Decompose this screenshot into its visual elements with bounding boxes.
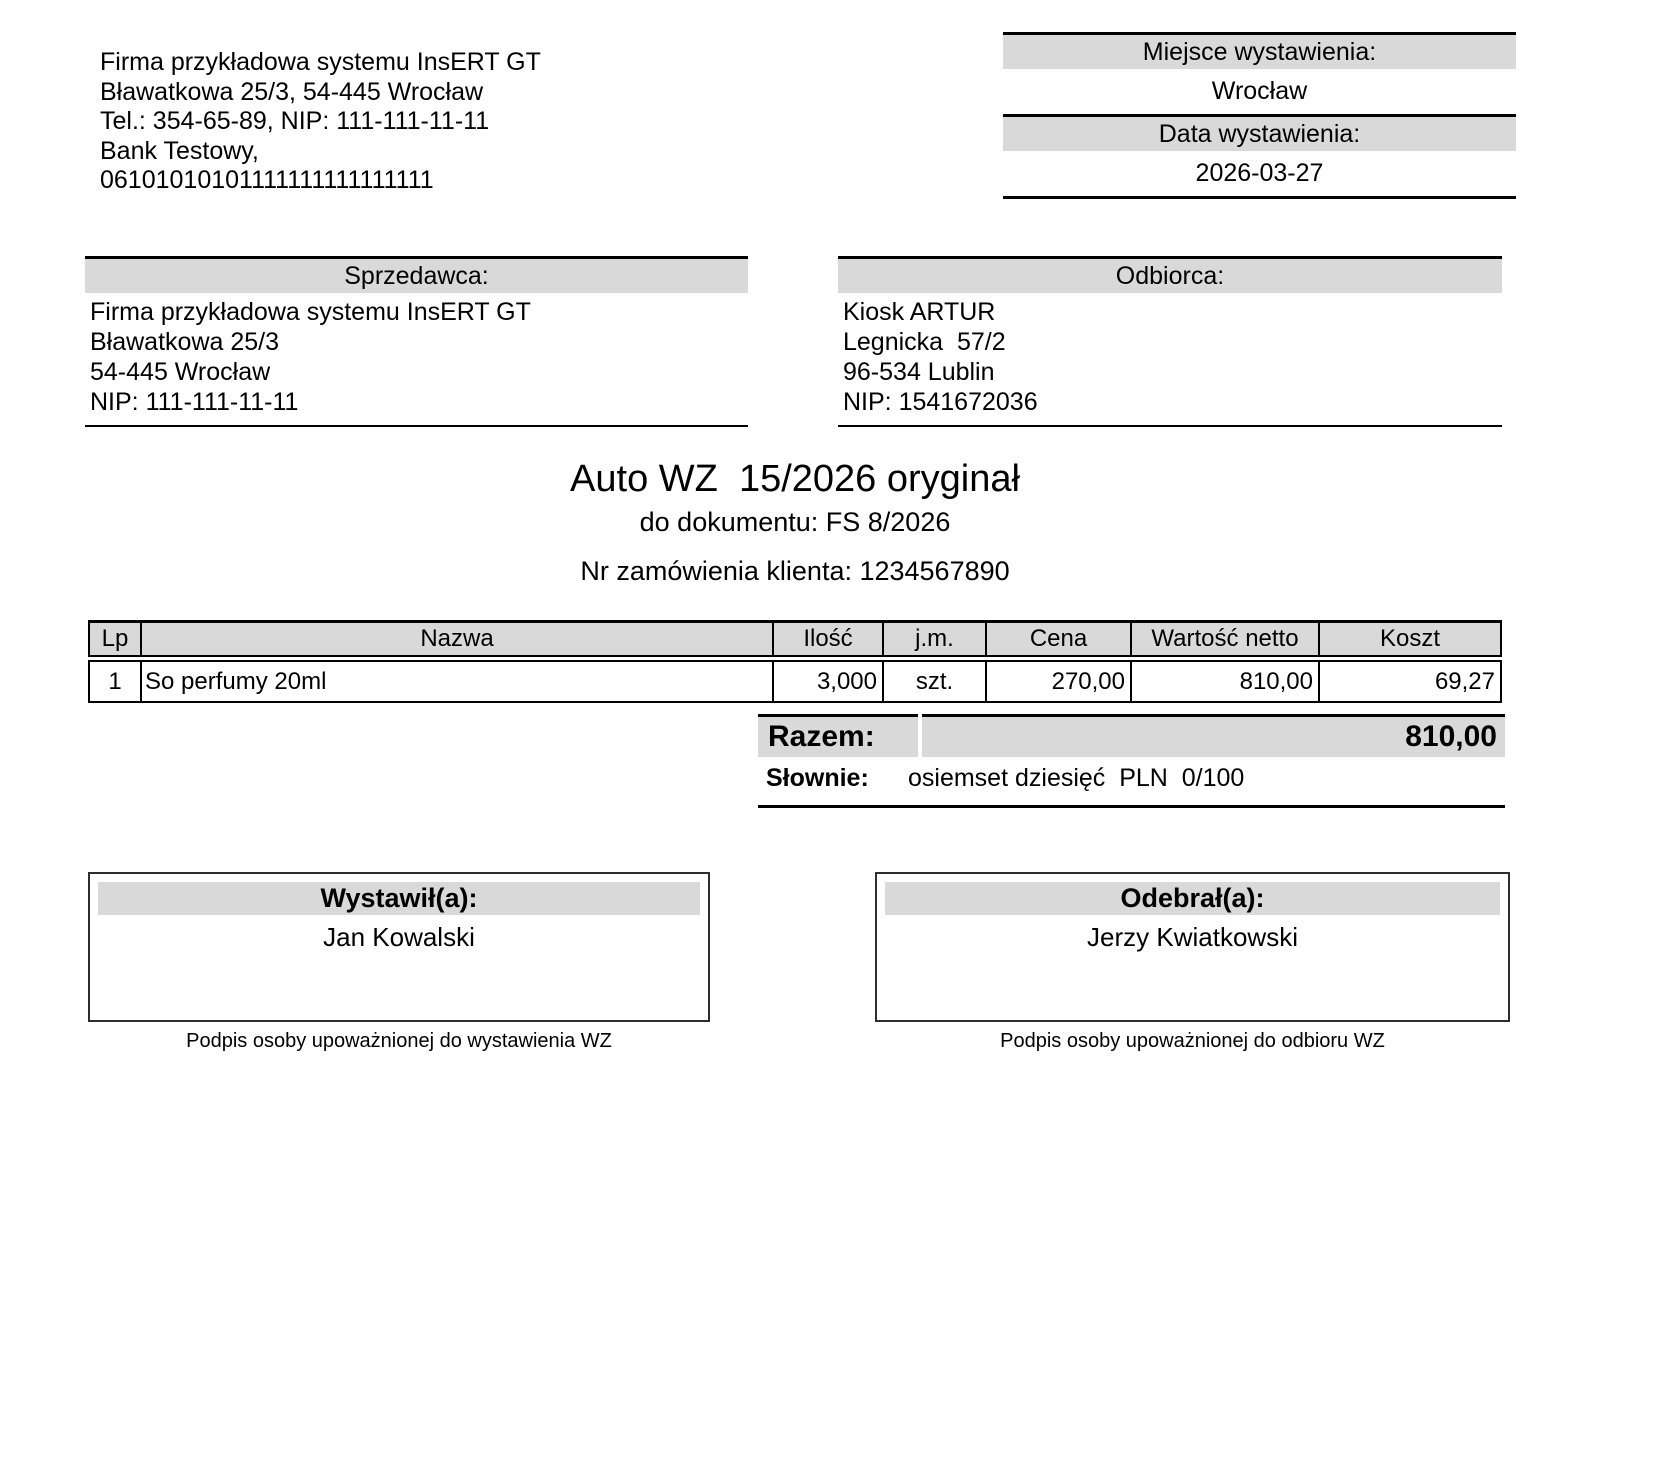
column-header-cena: Cena — [987, 623, 1132, 655]
column-header-nazwa: Nazwa — [142, 623, 774, 655]
seller-city: 54-445 Wrocław — [90, 358, 271, 386]
company-address-line: Bławatkowa 25/3, 54-445 Wrocław — [100, 77, 484, 106]
customer-order-number: Nr zamówienia klienta: 1234567890 — [580, 556, 1010, 586]
issue-info-box — [1003, 32, 1516, 199]
column-header-jm: j.m. — [884, 623, 987, 655]
seller-address-block — [85, 293, 748, 425]
buyer-header: Odbiorca: — [838, 259, 1502, 293]
issuer-signature-box — [88, 872, 710, 1022]
buyer-city: 96-534 Lublin — [843, 358, 995, 386]
buyer-section — [838, 256, 1502, 427]
column-header-lp: Lp — [90, 623, 142, 655]
buyer-address-block — [838, 293, 1502, 425]
company-account-number: 06101010101111111111111111 — [100, 166, 434, 194]
issue-date-header: Data wystawienia: — [1003, 117, 1516, 151]
buyer-nip: NIP: 1541672036 — [843, 388, 1038, 416]
cell-nazwa: So perfumy 20ml — [142, 662, 774, 701]
amount-in-words-value: osiemset dziesięć PLN 0/100 — [908, 764, 1245, 792]
company-phone-nip-line: Tel.: 354-65-89, NIP: 111-111-11-11 — [100, 107, 490, 135]
amount-in-words-row — [758, 764, 1505, 808]
issue-place-header: Miejsce wystawienia: — [1003, 35, 1516, 69]
cell-koszt: 69,27 — [1434, 667, 1495, 695]
seller-nip: NIP: 111-111-11-11 — [90, 388, 299, 416]
cell-ilosc: 3,000 — [774, 662, 884, 701]
issue-date-value: 2026-03-27 — [1195, 159, 1324, 187]
receiver-signature-caption: Podpis osoby upoważnionej do odbioru WZ — [1000, 1030, 1385, 1052]
total-label: Razem: — [758, 714, 918, 757]
issuer-signature-header: Wystawił(a): — [98, 882, 700, 915]
cell-jm: szt. — [884, 662, 987, 701]
issue-place-value: Wrocław — [1211, 77, 1308, 105]
company-header-block — [100, 48, 700, 196]
buyer-street: Legnicka 57/2 — [843, 328, 1006, 356]
receiver-signature-box — [875, 872, 1510, 1022]
seller-section — [85, 256, 748, 427]
cell-cena: 270,00 — [987, 662, 1132, 701]
issuer-signature-caption: Podpis osoby upoważnionej do wystawienia WZ — [186, 1030, 612, 1052]
seller-header: Sprzedawca: — [85, 259, 748, 293]
column-header-ilosc: Ilość — [774, 623, 884, 655]
seller-street: Bławatkowa 25/3 — [90, 328, 280, 356]
buyer-name: Kiosk ARTUR — [843, 298, 996, 326]
column-header-wartosc-netto: Wartość netto — [1132, 623, 1320, 655]
company-name-line: Firma przykładowa systemu InsERT GT — [100, 48, 541, 76]
cell-lp: 1 — [90, 662, 142, 701]
document-subtitle: do dokumentu: FS 8/2026 — [639, 507, 951, 537]
seller-name: Firma przykładowa systemu InsERT GT — [90, 298, 531, 326]
total-value: 810,00 — [922, 714, 1505, 757]
receiver-name: Jerzy Kwiatkowski — [1087, 922, 1298, 952]
company-bank-line: Bank Testowy, — [100, 136, 259, 165]
receiver-signature-header: Odebrał(a): — [885, 882, 1500, 915]
issuer-name: Jan Kowalski — [323, 922, 475, 952]
total-row — [758, 714, 1505, 757]
table-row — [88, 660, 1502, 703]
items-table-header — [88, 620, 1502, 657]
cell-wartosc-netto: 810,00 — [1132, 662, 1320, 701]
document-title: Auto WZ 15/2026 oryginał — [570, 458, 1020, 500]
amount-in-words-label: Słownie: — [766, 764, 869, 792]
column-header-koszt: Koszt — [1379, 625, 1441, 652]
